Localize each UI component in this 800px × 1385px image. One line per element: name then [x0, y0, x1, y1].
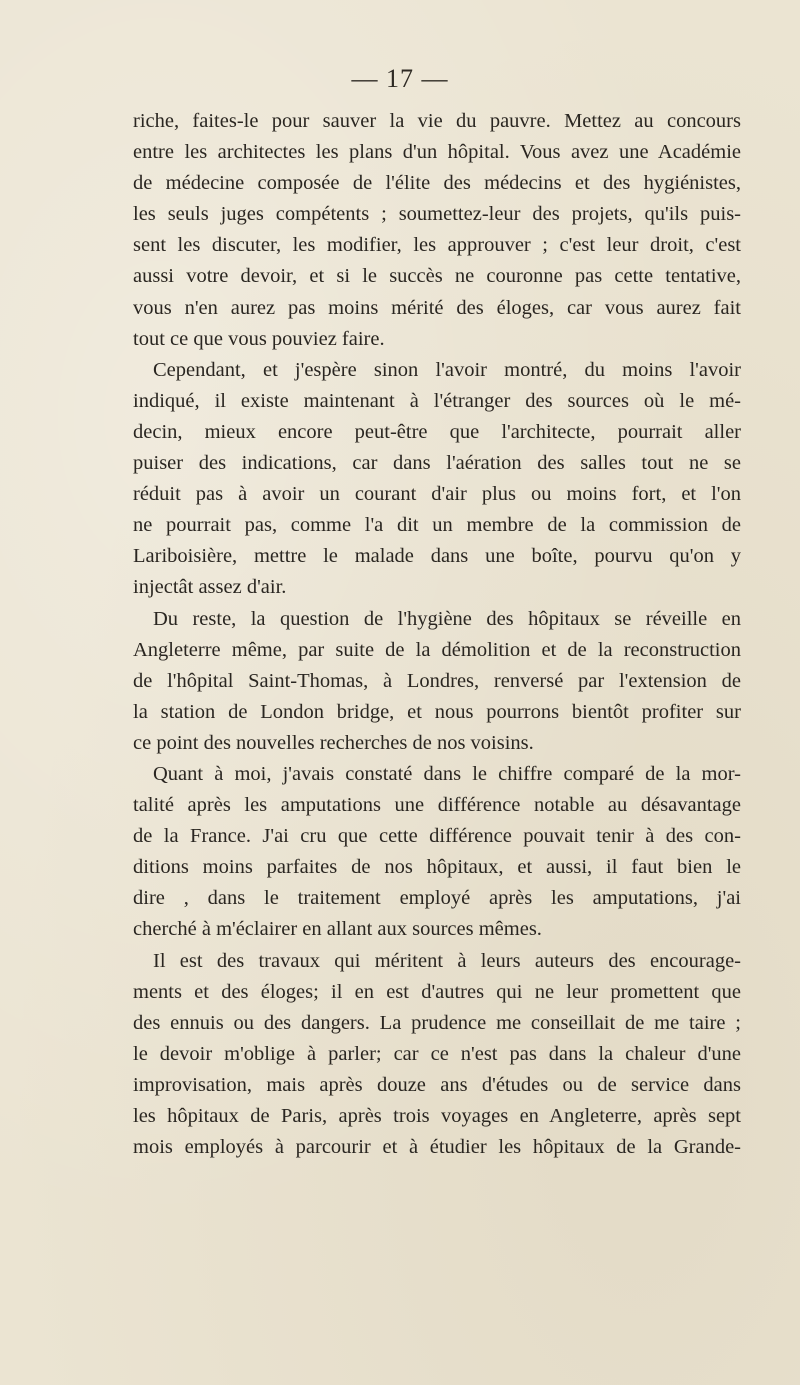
text-line: Quant à moi, j'avais constaté dans le chiffre comparé de la mor-	[153, 762, 741, 785]
text-line: tout ce que vous pouviez faire.	[133, 327, 385, 350]
text-line: Du reste, la question de l'hygiène des hôpitaux se réveille en	[153, 607, 741, 630]
text-line: la station de London bridge, et nous pourrons bientôt profiter sur	[133, 700, 741, 723]
text-line: aussi votre devoir, et si le succès ne couronne pas cette tentative,	[133, 265, 741, 288]
text-line: entre les architectes les plans d'un hôpital. Vous avez une Académie	[133, 141, 741, 164]
body-text	[133, 106, 741, 1163]
text-line: puiser des indications, car dans l'aération des salles tout ne se	[133, 452, 741, 475]
text-line: de médecine composée de l'élite des médecins et des hygiénistes,	[133, 172, 741, 195]
text-line: réduit pas à avoir un courant d'air plus ou moins fort, et l'on	[133, 483, 741, 506]
text-line: ce point des nouvelles recherches de nos voisins.	[133, 731, 534, 754]
text-line: vous n'en aurez pas moins mérité des éloges, car vous aurez fait	[133, 296, 741, 319]
text-line: les hôpitaux de Paris, après trois voyages en Angleterre, après sept	[133, 1105, 741, 1127]
text-line: mois employés à parcourir et à étudier les hôpitaux de la Grande-	[133, 1136, 741, 1159]
text-line: riche, faites-le pour sauver la vie du pauvre. Mettez au concours	[133, 110, 741, 132]
text-line: de la France. J'ai cru que cette différence pouvait tenir à des con-	[133, 825, 741, 848]
text-line: Il est des travaux qui méritent à leurs auteurs des encourage-	[153, 949, 741, 972]
text-line: Angleterre même, par suite de la démolition et de la reconstruction	[133, 638, 741, 661]
text-line: ditions moins parfaites de nos hôpitaux, et aussi, il faut bien le	[133, 856, 741, 879]
text-line: talité après les amputations une différence notable au désavantage	[133, 794, 741, 817]
text-line: le devoir m'oblige à parler; car ce n'est pas dans la chaleur d'une	[133, 1042, 741, 1065]
text-line: cherché à m'éclairer en allant aux sources mêmes.	[133, 918, 542, 941]
text-line: dire , dans le traitement employé après les amputations, j'ai	[133, 887, 741, 910]
text-line: les seuls juges compétents ; soumettez-leur des projets, qu'ils puis-	[133, 203, 741, 226]
text-line: de l'hôpital Saint-Thomas, à Londres, renversé par l'extension de	[133, 669, 741, 692]
text-line: indiqué, il existe maintenant à l'étranger des sources où le mé-	[133, 389, 741, 412]
text-line: des ennuis ou des dangers. La prudence me conseillait de me taire ;	[133, 1011, 741, 1034]
text-line: sent les discuter, les modifier, les approuver ; c'est leur droit, c'est	[133, 234, 741, 257]
text-line: Cependant, et j'espère sinon l'avoir montré, du moins l'avoir	[153, 358, 741, 381]
text-line: injectât assez d'air.	[133, 576, 287, 599]
text-line: Lariboisière, mettre le malade dans une boîte, pourvu qu'on y	[133, 545, 741, 568]
text-line: improvisation, mais après douze ans d'études ou de service dans	[133, 1073, 741, 1096]
text-line: ne pourrait pas, comme l'a dit un membre de la commission de	[133, 514, 741, 537]
page-number: — 17 —	[351, 64, 449, 93]
text-line: decin, mieux encore peut-être que l'architecte, pourrait aller	[133, 420, 741, 443]
text-line: ments et des éloges; il en est d'autres qui ne leur promettent que	[133, 980, 741, 1003]
